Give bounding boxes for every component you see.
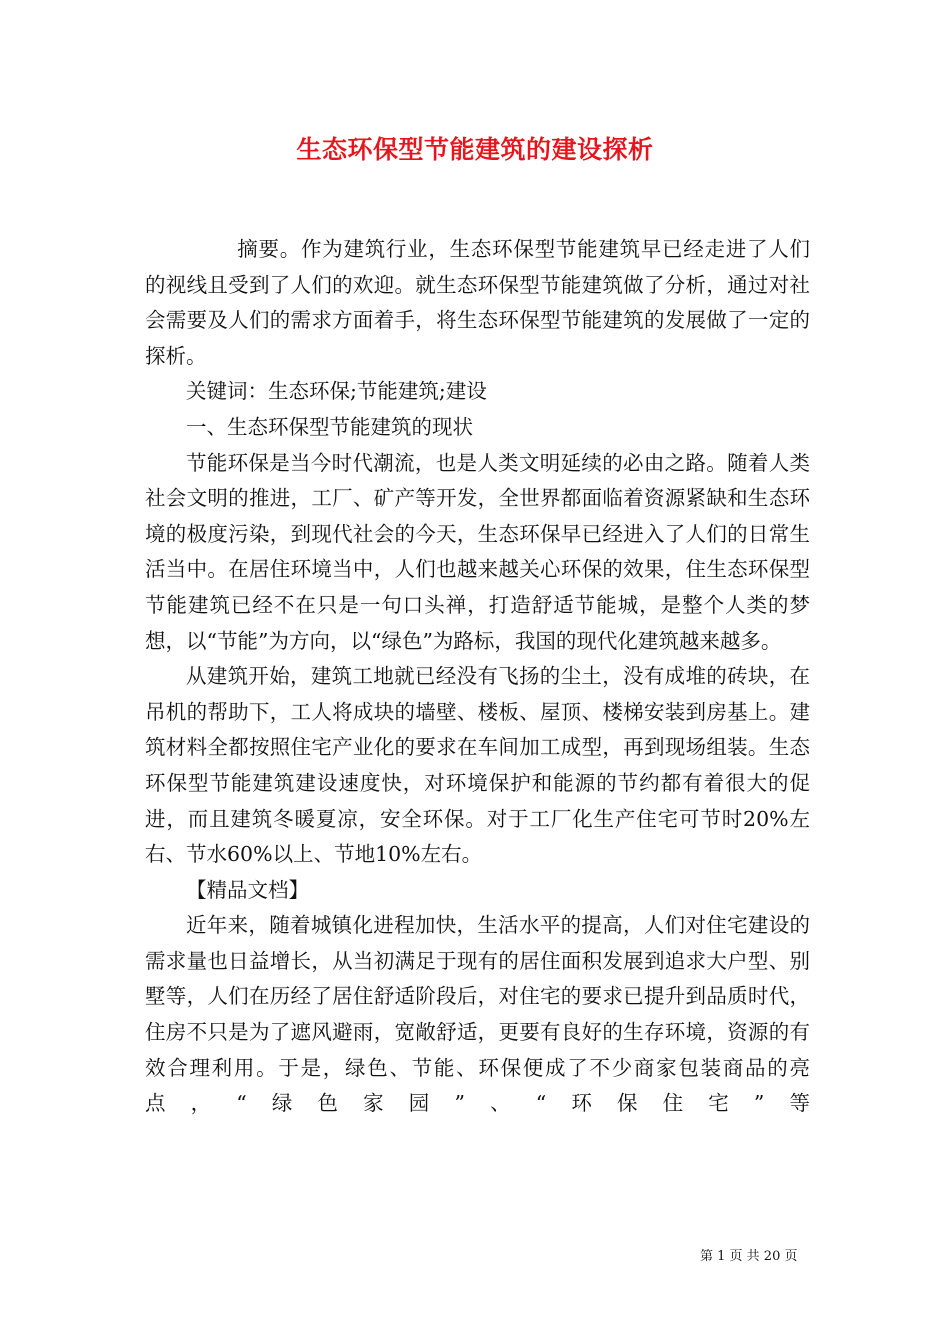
abstract-paragraph: 摘要。作为建筑行业，生态环保型节能建筑早已经走进了人们的视线且受到了人们的欢迎。就生态环保型节能建筑做了分析，通过对社会需要及人们的需求方面着手，将生态环保型节能建筑的发展做了一定的探析。 xyxy=(145,237,810,368)
page-number: 第 1 页 共 20 页 xyxy=(700,1249,798,1264)
section-heading: 一、生态环保型节能建筑的现状 xyxy=(186,414,473,439)
document-title: 生态环保型节能建筑的建设探析 xyxy=(296,135,654,164)
document-body xyxy=(145,232,810,1122)
quality-doc-marker: 【精品文档】 xyxy=(186,877,309,902)
body-paragraph: 节能环保是当今时代潮流，也是人类文明延续的必由之路。随着人类社会文明的推进，工厂、矿产等开发，全世界都面临着资源紧缺和生态环境的极度污染，到现代社会的今天，生态环保早已经进入了人们的日常生活当中。在居住环境当中，人们也越来越关心环保的效果，住生态环保型节能建筑已经不在只是一句口头禅，打造舒适节能城，是整个人类的梦想，以“节能”为方向，以“绿色”为路标，我国的现代化建筑越来越多。 xyxy=(145,450,810,653)
body-paragraph: 近年来，随着城镇化进程加快，生活水平的提高，人们对住宅建设的需求量也日益增长，从当初满足于现有的居住面积发展到追求大户型、别墅等，人们在历经了居住舒适阶段后，对住宅的要求已提升到品质时代，住房不只是为了遮风避雨，宽敞舒适，更要有良好的生存环境，资源的有效合理利用。于是，绿色、节能、环保便成了不少商家包装商品的亮点，“绿色家园”、“环保住宅”等 xyxy=(145,913,810,1116)
keywords-paragraph: 关键词：生态环保;节能建筑;建设 xyxy=(186,379,487,404)
body-paragraph: 从建筑开始，建筑工地就已经没有飞扬的尘土，没有成堆的砖块，在吊机的帮助下，工人将成块的墙壁、楼板、屋顶、楼梯安装到房基上。建筑材料全都按照住宅产业化的要求在车间加工成型，再到现场组装。生态环保型节能建筑建设速度快，对环境保护和能源的节约都有着很大的促进，而且建筑冬暖夏凉，安全环保。对于工厂化生产住宅可节时20%左右、节水60%以上、节地10%左右。 xyxy=(145,664,810,867)
